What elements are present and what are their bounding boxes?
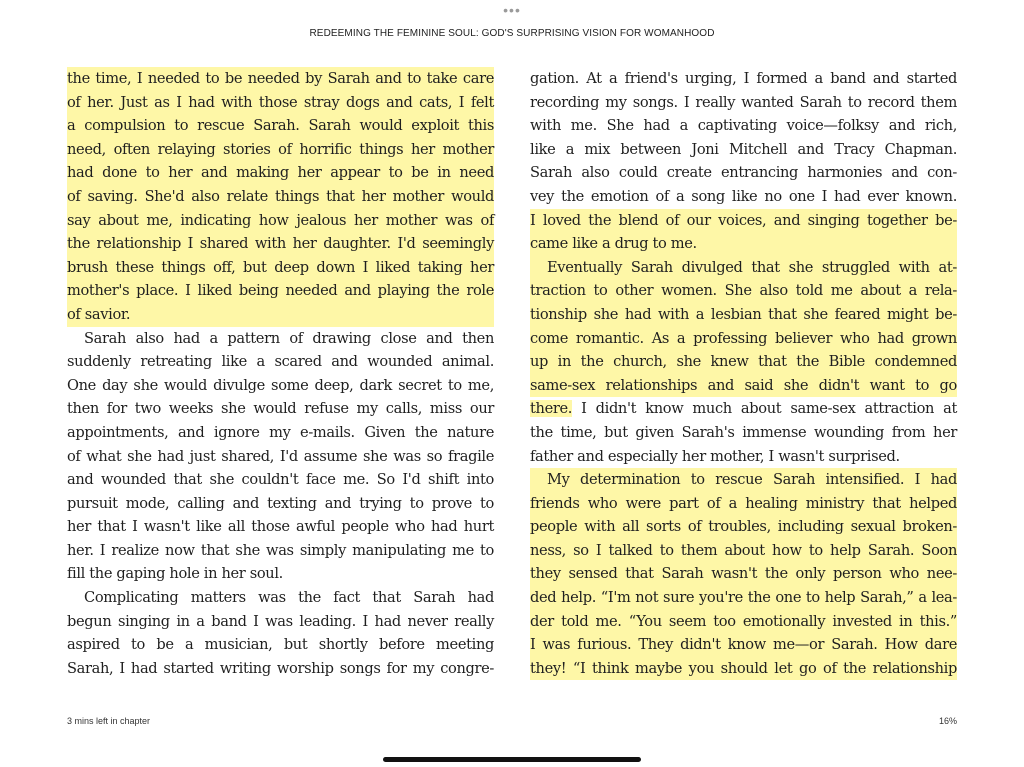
text-line — [67, 397, 494, 421]
highlighted-text[interactable]: the time, I needed to be needed by Sarah and to take care — [67, 70, 494, 87]
highlighted-text[interactable]: of savior. — [67, 305, 131, 323]
highlighted-text[interactable]: brush these things off, but deep down I liked taking her — [67, 258, 494, 276]
text-line — [530, 492, 957, 516]
text-line — [530, 67, 957, 91]
body-text: of what she had just shared, I'd assume she was so fragile — [67, 447, 494, 465]
body-text: then for two weeks she would refuse my calls, miss our — [67, 400, 494, 418]
text-line — [67, 232, 494, 256]
menu-dots-icon[interactable]: ••• — [503, 2, 521, 18]
text-line — [67, 185, 494, 209]
text-line — [67, 327, 494, 351]
body-text: and wounded that she couldn't face me. So I'd shift into — [67, 471, 494, 489]
text-line — [530, 256, 957, 280]
text-line — [530, 350, 957, 374]
highlighted-text[interactable]: people with all sorts of troubles, including sexual broken- — [530, 518, 957, 536]
text-line — [67, 67, 494, 91]
highlighted-text[interactable]: tionship she had with a lesbian that she feared might be- — [530, 305, 957, 323]
body-text: I didn't know much about same-sex attraction at — [572, 400, 957, 418]
text-line — [67, 350, 494, 374]
body-text: father and especially her mother, I wasn't surprised. — [530, 447, 900, 465]
body-text: pursuit mode, calling and texting and trying to prove to — [67, 494, 494, 512]
highlighted-text[interactable]: a compulsion to rescue Sarah. Sarah would exploit this — [67, 117, 494, 135]
text-line — [530, 138, 957, 162]
text-line — [530, 303, 957, 327]
text-line — [67, 657, 494, 681]
text-line — [530, 421, 957, 445]
body-text: recording my songs. I really wanted Sarah to record them — [530, 93, 957, 111]
highlighted-text[interactable]: friends who were part of a healing ministry that helped — [530, 494, 957, 512]
text-line — [67, 374, 494, 398]
text-line — [67, 562, 494, 586]
highlighted-text[interactable]: traction to other women. She also told me about a rela- — [530, 282, 957, 300]
text-line — [67, 91, 494, 115]
text-line — [67, 468, 494, 492]
text-line — [530, 397, 957, 421]
highlighted-text[interactable]: say about me, indicating how jealous her mother was of — [67, 211, 494, 229]
body-text: fill the gaping hole in her soul. — [67, 565, 283, 583]
body-text: vey the emotion of a song like no one I had ever known. — [530, 187, 957, 205]
highlighted-text[interactable]: of saving. She'd also relate things that her mother would — [67, 187, 494, 205]
home-indicator[interactable] — [383, 757, 641, 762]
body-text: appointments, and ignore my e-mails. Given the nature — [67, 423, 494, 441]
highlighted-text[interactable]: up in the church, she knew that the Bible condemned — [530, 353, 957, 371]
text-line — [67, 539, 494, 563]
text-line — [67, 515, 494, 539]
highlighted-text[interactable]: Eventually Sarah divulged that she struggled with at- — [547, 258, 957, 276]
text-line — [530, 539, 957, 563]
right-page-column — [530, 67, 957, 680]
body-text: the time, but given Sarah's immense wounding from her — [530, 423, 957, 441]
text-line — [67, 610, 494, 634]
text-line — [530, 657, 957, 681]
text-line — [530, 232, 957, 256]
highlighted-text[interactable]: I was furious. They didn't know me—or Sarah. How dare — [530, 636, 957, 654]
text-line — [530, 327, 957, 351]
text-line — [67, 114, 494, 138]
left-page-column — [67, 67, 494, 680]
highlighted-text[interactable]: ded help. “I'm not sure you're the one to help Sarah,” a lea- — [530, 589, 957, 607]
text-line — [530, 633, 957, 657]
highlighted-text[interactable]: same-sex relationships and said she didn't want to go — [530, 376, 957, 394]
text-line — [530, 374, 957, 398]
text-line — [67, 279, 494, 303]
highlighted-text[interactable]: I loved the blend of our voices, and singing together be- — [530, 211, 957, 229]
highlighted-text[interactable]: need, often relaying stories of horrific things her mother — [67, 140, 494, 158]
text-line — [530, 185, 957, 209]
text-line — [67, 445, 494, 469]
highlighted-text[interactable]: der told me. “You seem too emotionally invested in this.” — [530, 612, 957, 630]
body-text: One day she would divulge some deep, dark secret to me, — [67, 376, 494, 394]
text-line — [67, 209, 494, 233]
body-text: with me. She had a captivating voice—folksy and rich, — [530, 117, 957, 135]
text-line — [530, 279, 957, 303]
reading-progress: 16% — [938, 716, 957, 726]
text-line — [67, 586, 494, 610]
highlighted-text[interactable]: mother's place. I liked being needed and playing the role — [67, 282, 494, 300]
text-line — [530, 91, 957, 115]
body-text: Sarah also could create entrancing harmonies and con- — [530, 164, 957, 182]
highlighted-text[interactable]: come romantic. As a professing believer who had grown — [530, 329, 957, 347]
highlighted-text[interactable]: had done to her and making her appear to be in need — [67, 164, 494, 182]
text-line — [530, 586, 957, 610]
body-text: her that I wasn't like all those awful people who had hurt — [67, 518, 494, 536]
highlighted-text[interactable]: they sensed that Sarah wasn't the only person who nee- — [530, 565, 957, 583]
body-text: begun singing in a band I was leading. I had never really — [67, 612, 494, 630]
text-line — [530, 209, 957, 233]
body-text: Complicating matters was the fact that Sarah had — [84, 589, 494, 607]
body-text: suddenly retreating like a scared and wounded animal. — [67, 353, 494, 371]
text-line — [67, 138, 494, 162]
text-line — [67, 492, 494, 516]
text-line — [67, 421, 494, 445]
text-line — [67, 633, 494, 657]
book-title: REDEEMING THE FEMININE SOUL: GOD'S SURPRISING VISION FOR WOMANHOOD — [309, 28, 715, 39]
text-line — [530, 114, 957, 138]
body-text: her. I realize now that she was simply manipulating me to — [67, 541, 494, 559]
highlighted-text[interactable]: the relationship I shared with her daughter. I'd seemingly — [67, 235, 494, 253]
text-line — [67, 161, 494, 185]
text-line — [67, 303, 494, 327]
highlighted-text[interactable]: ness, so I talked to them about how to help Sarah. Soon — [530, 541, 957, 559]
text-line — [530, 515, 957, 539]
text-line — [530, 610, 957, 634]
highlighted-text[interactable]: they! “I think maybe you should let go of the relationship — [530, 659, 957, 677]
text-line — [530, 562, 957, 586]
body-text: Sarah, I had started writing worship songs for my congre- — [67, 659, 494, 677]
text-line — [67, 256, 494, 280]
body-text: aspired to be a musician, but shortly before meeting — [67, 636, 494, 654]
body-text: like a mix between Joni Mitchell and Tracy Chapman. — [530, 140, 957, 158]
text-line — [530, 161, 957, 185]
body-text: gation. At a friend's urging, I formed a band and started — [530, 70, 957, 87]
text-line — [530, 445, 957, 469]
text-line — [530, 468, 957, 492]
highlighted-text[interactable]: came like a drug to me. — [530, 235, 697, 253]
body-text: Sarah also had a pattern of drawing close and then — [84, 329, 494, 347]
highlighted-text[interactable]: My determination to rescue Sarah intensified. I had — [547, 471, 957, 489]
highlighted-text[interactable]: of her. Just as I had with those stray dogs and cats, I felt — [67, 93, 494, 111]
highlighted-text[interactable]: there. — [530, 400, 573, 418]
chapter-time-remaining: 3 mins left in chapter — [67, 716, 151, 726]
